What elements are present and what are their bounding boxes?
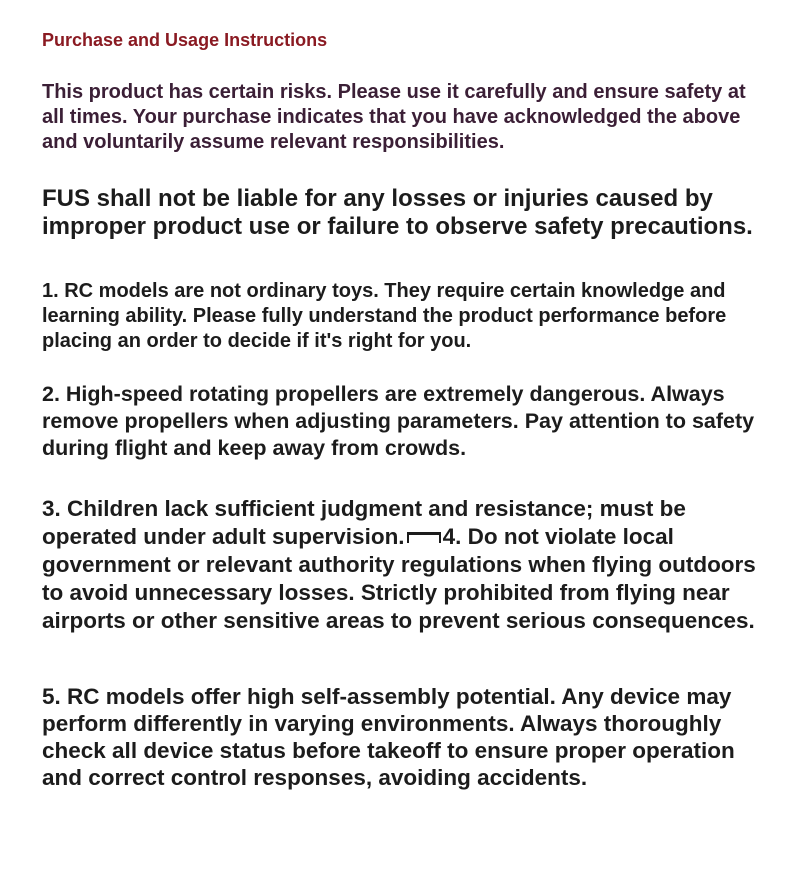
- instruction-item-1: 1. RC models are not ordinary toys. They require certain knowledge and learning ability. Please fully understand the product performance before placing an order to decide if it's right for you.: [42, 280, 727, 352]
- separator-dash: [407, 532, 441, 543]
- instructions-document: [42, 28, 762, 791]
- intro-paragraph: This product has certain risks. Please use it carefully and ensure safety at all times. Your purchase indicates that you have acknowledged the above and voluntarily assume relevant responsibilities.: [42, 81, 746, 153]
- instruction-item-5: 5. RC models offer high self-assembly potential. Any device may perform differently in varying environments. Always thoroughly check all device status before takeoff to ensure proper operation and correct control responses, avoiding accidents.: [42, 684, 735, 790]
- instruction-item-4: 4. Do not violate local government or relevant authority regulations when flying outdoors to avoid unnecessary losses. Strictly prohibited from flying near airports or other sensitive areas to prevent serious consequences.: [42, 524, 756, 633]
- instruction-items-3-4: [42, 495, 762, 635]
- document-heading: Purchase and Usage Instructions: [42, 30, 328, 50]
- liability-disclaimer: FUS shall not be liable for any losses or injuries caused by improper product use or failure to observe safety precautions.: [42, 185, 753, 240]
- instruction-item-2: 2. High-speed rotating propellers are extremely dangerous. Always remove propellers when adjusting parameters. Pay attention to safety during flight and keep away from crowds.: [42, 382, 755, 460]
- instruction-item-3: 3. Children lack sufficient judgment and resistance; must be operated under adult supervision.: [42, 496, 686, 549]
